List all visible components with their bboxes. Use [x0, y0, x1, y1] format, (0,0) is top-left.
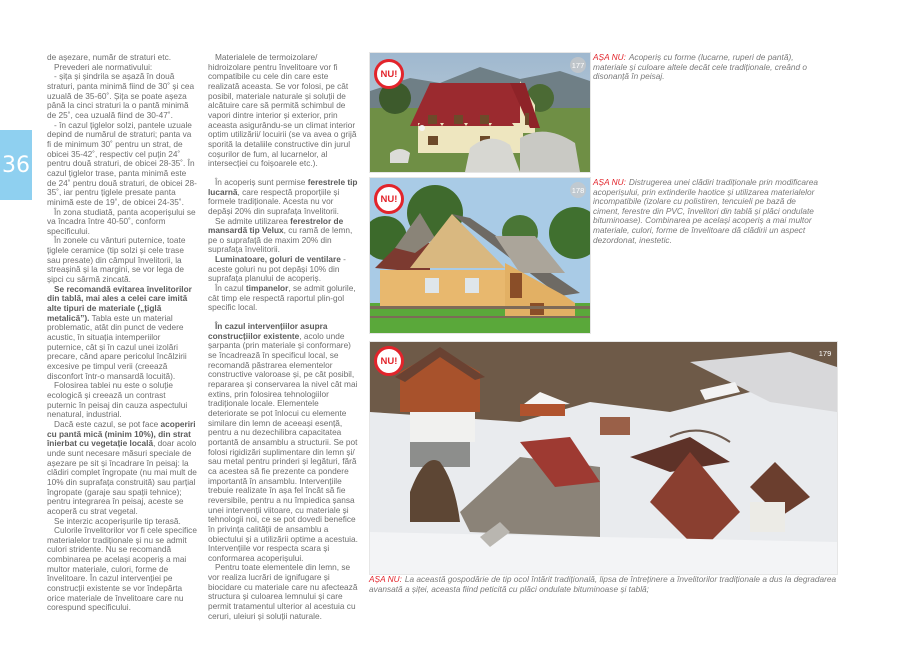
winter-homestead-illustration-icon — [370, 342, 837, 574]
warning-nu-badge: NU! — [374, 184, 404, 214]
photo-177-caption: AȘA NU: Acoperiș cu forme (lucarne, ruperi de pantă), materiale și culoare altele decât cele tradiționale, creând o disonanță în peisaj. — [593, 52, 807, 82]
caption-label: AȘA NU: — [369, 574, 402, 584]
caption-label: AȘA NU: — [593, 177, 626, 187]
bold-text: timpanelor — [245, 283, 289, 294]
photo-177-red-roof-house — [369, 52, 591, 173]
warning-nu-badge: NU! — [374, 346, 404, 376]
page-number-tab — [0, 130, 32, 200]
photo-178-caption: AȘA NU: Distrugerea unei clădiri tradiționale prin modificarea acoperișului, prin extinderile haotice și utilizarea materialelor incompatibile (izolare cu polistiren, tencuieli pe bază de ciment, ferestre din PVC, învelitori din tablă și plăci ondulate bituminoase). Combinarea pe același acoperiș a mai multor materiale, culori, forme de învelitoare dă clădirii un aspect dezordonat, inestetic. — [593, 177, 818, 245]
bold-text: Se recomandă evitarea învelitorilor din tablă, mai ales a celei care imită alte tipuri de materiale („țiglă metalică”). — [47, 283, 192, 323]
paragraph: Dacă este cazul, se pot face acoperiri cu pantă mică (minim 10%), din strat înierbat cu vegetație locală, doar acolo unde sunt necesare măsuri speciale de așezare pe sit și încadrare în peisaj: la clădiri complet îngropate (nu mai mult de 10% din suprafața construită) sau parțial îngropate (garaje sau spații tehnice); pentru integrarea în peisaj, aceste se acoperă cu strat vegetal. — [47, 418, 197, 516]
paragraph: Se admite utilizarea ferestrelor de mansardă tip Velux, cu ramă de lemn, pe o suprafață de maxim 20% din suprafața învelitorii. — [208, 215, 353, 255]
paragraph: Folosirea tablei nu este o soluție ecologică și creează un contrast puternic în peisaj din cauza aspectului nenatural, industrial. — [47, 380, 188, 420]
page-number: 36 — [2, 152, 30, 178]
warning-nu-badge: NU! — [374, 59, 404, 89]
paragraph: Culorile învelitorilor vor fi cele specifice materialelor tradiționale și nu se admit culori stridente. Nu se recomandă combinarea pe același acoperiș a mai multor materiale, culori, forme de învelitoare. În cazul intervenției pe construcții existente se vor îndepărta orice materiale de învelitoare care nu corespund specificului. — [47, 525, 197, 613]
paragraph: În cazul timpanelor, se admit golurile, cât timp ele respectă raportul plin-gol specific local. — [208, 283, 356, 313]
paragraph: Se interzic acoperișurile tip terasă. — [54, 515, 181, 526]
paragraph: de așezare, număr de straturi etc. — [47, 52, 172, 62]
caption-label: AȘA NU: — [593, 52, 626, 62]
bold-text: ferestrele tip lucarnă — [208, 176, 358, 197]
paragraph: Se recomandă evitarea învelitorilor din tablă, mai ales a celei care imită alte tipuri de materiale („țiglă metalică”). Tabla este un material problematic, atât din punct de vedere acustic, în situația intemperiilor puternice, cât și în cazul unei izolări precare, când apare pericolul încălzirii excesive pe timpul verii (creează disconfort într-o mansardă locuită). — [47, 283, 192, 381]
paragraph: În cazul intervențiilor asupra construcțiilor existente, acolo unde șarpanta (prin materiale și conformare) se încadrează în specificul local, se recomandă păstrarea elementelor constructive valoroase și, pe cât posibil, repararea și conservarea la nivel cât mai extins, prin folosirea tehnologiilor tradiționale locale. Elementele deteriorate se pot înlocui cu elemente similare din lemn de aceeași esență, pentru a nu dezechilibra capacitatea portantă de ansamblu a structurii. Se pot folosi rigidizări suplimentare din lemn și/ sau metal pentru prinderi și legături, fără ca acestea să fie prezente ca pondere importantă în ansamblu. Intervențiile trebuie realizate în așa fel încât să fie reversibile, pentru a nu împiedica șansa unei intervenții viitoare, cu materiale și tehnologii noi, ce se pot dovedi benefice în privința calității de ansamblu a obiectului și a utilizării optime a acestuia. Intervențiile vor respecta scara și conformarea acoperișului. — [208, 321, 358, 563]
paragraph: În zona studiată, panta acoperișului se va încadra între 40-50˚, conform specificului. — [47, 206, 196, 236]
paragraph: Pentru toate elementele din lemn, se vor realiza lucrări de ignifugare și biocidare cu materiale care nu afectează structura și culoarea lemnului și care permit tratamentul ulterior al acestuia cu ceruri, uleiuri și soluții naturale. — [208, 562, 358, 621]
paragraph: În zonele cu vânturi puternice, toate țiglele ceramice (tip solzi și cele trase sau presate) din câmpul învelitorii, la streașină și la margini, se vor lega de șipci cu sârmă zincată. — [47, 235, 186, 285]
text-column-2 — [208, 53, 360, 621]
paragraph: În acoperiș sunt permise ferestrele tip lucarnă, care respectă proporțiile și formele tradiționale. Acesta nu vor depăși 20% din suprafața învelitorii. — [208, 176, 358, 216]
paragraph: - în cazul țiglelor solzi, pantele uzuale depind de numărul de straturi; panta va fi de minimum 30˚ pentru un strat, de obicei 35-42˚, respectiv cel puțin 24˚ pentru două straturi, de obicei 28-35˚. În cazul țiglelor trase, panta minimă este de 24˚ pentru două straturi, de obicei 28-35˚, iar pentru țiglele presate panta minimă este de 19˚, de obicei 24-35˚. — [47, 119, 197, 207]
text-column-1 — [47, 53, 197, 613]
bold-text: Luminatoare, goluri de ventilare — [215, 254, 341, 265]
paragraph: Luminatoare, goluri de ventilare - aceste goluri nu pot depăși 10% din suprafața planului de acoperiș. — [208, 254, 346, 284]
bold-text: acoperiri cu pantă mică (minim 10%), din strat înierbat cu vegetație locală — [47, 418, 196, 449]
bold-text: În cazul intervențiilor asupra construcțiilor existente — [208, 321, 328, 341]
paragraph: Prevederi ale normativului: — [54, 61, 153, 72]
photo-179-winter-homestead — [369, 341, 838, 575]
paragraph: Materialele de termoizolare/ hidroizolare pentru învelitoare vor fi compatibile cu cele din care este realizată aceasta. Se vor folosi, pe cât posibil, materiale naturale și soluții de alcătuire care să permită schimbul de vapori dintre interior și exterior, prin aceasta asigurându-se un climat interior optim utilizării/ locuirii (se va avea o grijă sporită la detaliile constructive din jurul coșurilor de fum, al lucarnelor, al intersecției cu foișoarele etc.). — [208, 52, 357, 169]
paragraph: - șița și șindrila se așază în două straturi, panta minimă fiind de 30˚ și cea uzuală de 35-60˚. Șița se poate așeza până la cinci straturi la o pantă minimă de 25˚, cea uzuală fiind de 30-47˚. — [47, 71, 195, 120]
photo-number-badge: 179 — [818, 348, 832, 358]
photo-number-badge: 177 — [570, 57, 586, 73]
photo-number-badge: 178 — [570, 182, 586, 198]
photo-179-caption: AȘA NU: La această gospodărie de tip ocol întărit tradițională, lipsa de întreținere a învelitorilor tradiționale a dus la degradarea avansată a șiței, aceasta fiind peticită cu plăci ondulate bituminoase și tablă; — [369, 574, 837, 594]
bold-text: ferestrelor de mansardă tip Velux — [208, 215, 344, 236]
photo-178-modified-house — [369, 177, 591, 334]
